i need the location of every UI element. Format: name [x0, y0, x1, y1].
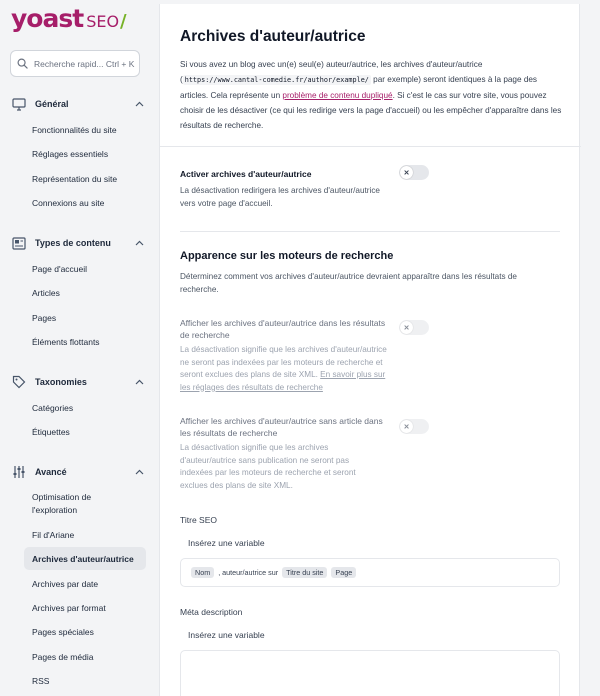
logo-slash: /	[120, 11, 127, 32]
example-url: https://www.cantal-comedie.fr/author/example/	[184, 76, 369, 84]
nav-group-content-types[interactable]	[12, 234, 144, 252]
sidebar-item-essential-settings[interactable]: Réglages essentiels	[32, 149, 109, 159]
sidebar-item-tags[interactable]: Étiquettes	[32, 427, 70, 437]
sidebar-item-date-archives[interactable]: Archives par date	[32, 579, 99, 589]
sidebar-item-crawl-optimization[interactable]: Optimisation de l'exploration	[32, 492, 92, 515]
duplicate-content-link[interactable]: problème de contenu dupliqué	[282, 91, 393, 100]
close-icon: ✕	[400, 321, 413, 334]
appearance-section-desc: Déterminez comment vos archives d'auteur/autrice devraient apparaître dans les résultats de recherche.	[180, 272, 517, 294]
intro-part: par exemple) seront identiques à la page des articles. Cela représente un	[180, 75, 538, 100]
show-author-archives-title: Afficher les archives d'auteur/autrice dans les résultats de recherche	[180, 318, 386, 340]
show-author-archives-desc-text: La désactivation signifie que les archives d'auteur/autrice ne seront pas indexées par les moteurs de recherche et seront exclues des plans de site XML.	[180, 345, 387, 379]
seo-title-label: Titre SEO	[180, 515, 217, 525]
divider	[180, 231, 560, 232]
yoast-seo-logo[interactable]	[11, 4, 127, 34]
sidebar-item-breadcrumbs[interactable]: Fil d'Ariane	[32, 530, 75, 540]
chevron-up-icon[interactable]	[134, 467, 144, 477]
seo-title-text: , auteur/autrice sur	[218, 568, 279, 577]
newspaper-icon	[12, 236, 26, 250]
nav-group-label: Avancé	[35, 467, 67, 477]
desktop-icon	[12, 97, 26, 111]
logo-suffix: SEO	[86, 12, 120, 31]
chevron-up-icon[interactable]	[134, 377, 144, 387]
nav-group-label: Types de contenu	[35, 238, 111, 248]
sidebar-item-site-connections[interactable]: Connexions au site	[32, 198, 105, 208]
page-title: Archives d'auteur/autrice	[180, 28, 366, 45]
close-icon: ✕	[400, 166, 413, 179]
variable-chip[interactable]: Page	[331, 567, 356, 578]
sidebar	[0, 0, 158, 696]
intro-part: Si vous avez un blog avec un(e) seul(e) auteur/autrice, les archives d'auteur/autrice (	[180, 60, 483, 84]
show-author-archives-desc	[180, 344, 395, 394]
show-no-posts-desc: La désactivation signifie que les archives d'auteur/autrice sans publication ne seront pas indexées par les moteurs de recherche et seront exclues des plans de site XML.	[180, 443, 356, 490]
enable-author-archives-toggle[interactable]	[399, 165, 429, 180]
divider	[160, 146, 581, 147]
show-author-archives-toggle[interactable]	[399, 320, 429, 335]
variable-chip[interactable]: Nom	[191, 567, 214, 578]
sidebar-item-special-pages[interactable]: Pages spéciales	[32, 627, 94, 637]
sidebar-item-floating-elements[interactable]: Éléments flottants	[32, 337, 100, 347]
nav-group-general[interactable]	[12, 95, 144, 113]
learn-more-link[interactable]: En savoir plus sur les réglages des résultats de recherche	[180, 370, 386, 392]
sidebar-item-author-archives[interactable]: Archives d'auteur/autrice	[24, 547, 146, 570]
sidebar-item-categories[interactable]: Catégories	[32, 403, 74, 413]
logo-brand: yoast	[11, 4, 84, 33]
sliders-icon	[12, 465, 26, 479]
sidebar-item-pages[interactable]: Pages	[32, 313, 57, 323]
sidebar-item-posts[interactable]: Articles	[32, 288, 60, 298]
intro-part: . Si c'est le cas sur votre site, vous pouvez choisir de les désactiver (ce qui les redirige vers la page d'accueil) ou les empêcher d'apparaître dans les résultats de recherche.	[180, 91, 562, 130]
meta-description-input[interactable]	[180, 650, 560, 696]
close-icon: ✕	[400, 420, 413, 433]
intro-text	[180, 57, 565, 133]
meta-description-label: Méta description	[180, 607, 243, 617]
show-no-posts-toggle[interactable]	[399, 419, 429, 434]
seo-title-tokens	[191, 567, 356, 578]
quick-search[interactable]	[10, 50, 140, 77]
sidebar-item-site-features[interactable]: Fonctionnalités du site	[32, 125, 117, 135]
nav-group-advanced[interactable]	[12, 463, 144, 481]
meta-description-insert-variable[interactable]: Insérez une variable	[188, 630, 265, 640]
settings-card	[159, 4, 580, 696]
chevron-up-icon[interactable]	[134, 99, 144, 109]
search-input[interactable]	[34, 59, 142, 69]
sidebar-item-homepage[interactable]: Page d'accueil	[32, 264, 88, 274]
variable-chip[interactable]: Titre du site	[282, 567, 327, 578]
chevron-up-icon[interactable]	[134, 238, 144, 248]
nav-group-label: Taxonomies	[35, 377, 87, 387]
show-no-posts-title: Afficher les archives d'auteur/autrice sans article dans les résultats de recherche	[180, 416, 383, 438]
tag-icon	[12, 375, 26, 389]
nav-group-taxonomies[interactable]	[12, 373, 144, 391]
sidebar-item-site-representation[interactable]: Représentation du site	[32, 174, 118, 184]
seo-title-input[interactable]	[180, 558, 560, 587]
sidebar-item-media-pages[interactable]: Pages de média	[32, 652, 94, 662]
sidebar-item-format-archives[interactable]: Archives par format	[32, 603, 106, 613]
nav-group-label: Général	[35, 99, 69, 109]
enable-author-archives-title: Activer archives d'auteur/autrice	[180, 169, 312, 179]
seo-title-insert-variable[interactable]: Insérez une variable	[188, 538, 265, 548]
sidebar-item-rss[interactable]: RSS	[32, 676, 50, 686]
enable-author-archives-desc: La désactivation redirigera les archives d'auteur/autrice vers votre page d'accueil.	[180, 186, 380, 208]
appearance-section-title: Apparence sur les moteurs de recherche	[180, 250, 394, 262]
search-icon	[17, 57, 28, 71]
